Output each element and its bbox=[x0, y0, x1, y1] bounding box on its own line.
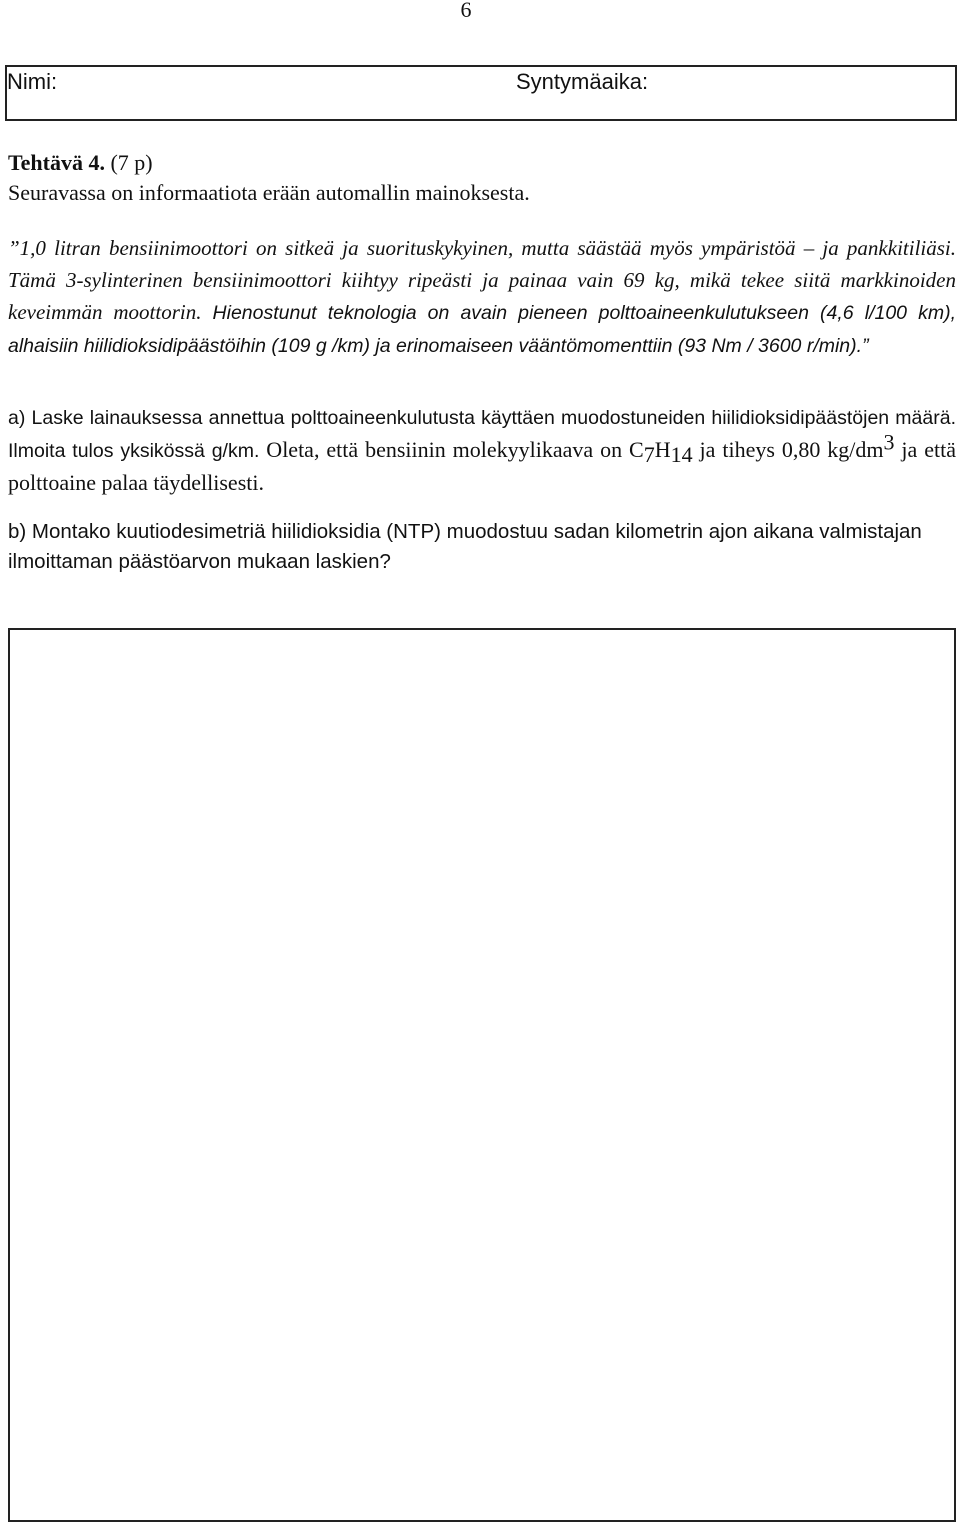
question-b: b) Montako kuutiodesimetriä hiilidioksidia (NTP) muodostuu sadan kilometrin ajon aikana valmistajan ilmoittaman päästöarvon mukaan laskien? bbox=[8, 520, 922, 573]
question-a-text-4: ja tiheys 0,80 kg/dm bbox=[692, 437, 884, 462]
name-label: Nimi: bbox=[7, 69, 58, 94]
unit-superscript: 3 bbox=[883, 429, 895, 455]
quote-part-1: ”1,0 litran bensiinimoottori on sitkeä ja suorituskykyinen, mutta säästää myös ympäristöä – ja pankkitiliäsi. Tämä 3-sylinterinen bensiinimoottori kiihtyy ripeästi ja painaa vain 69 kg, mikä tekee siitä markkinoiden keveimmän moottorin. bbox=[8, 236, 956, 324]
formula-h: H bbox=[654, 437, 671, 462]
answer-box[interactable] bbox=[8, 628, 956, 1522]
task-title bbox=[8, 148, 153, 178]
question-a-text-1: a) Laske lainauksessa annettua polttoaineenkulutusta käyttäen muodostuneiden hiilidioksidipäästöjen määrä. Ilmoita tulos yksikössä g/km. bbox=[8, 407, 956, 462]
task-intro: Seuravassa on informaatiota erään automallin mainoksesta. bbox=[8, 180, 530, 205]
task-number: Tehtävä 4. bbox=[8, 150, 105, 175]
task-points: (7 p) bbox=[110, 150, 153, 175]
name-birthdate-box bbox=[5, 65, 957, 121]
page-number: 6 bbox=[460, 0, 472, 22]
question-a bbox=[8, 403, 956, 500]
birthdate-label: Syntymäaika: bbox=[516, 69, 649, 94]
advertisement-quote bbox=[8, 232, 956, 362]
question-a-text-5: ja että polttoaine palaa täydellisesti. bbox=[8, 437, 956, 495]
question-a-text-2: Oleta, että bensiinin molekyylikaava on C bbox=[259, 437, 644, 462]
formula-subscript-h: 14 bbox=[670, 441, 693, 467]
formula-subscript-c: 7 bbox=[643, 441, 655, 467]
quote-part-2: Hienostunut teknologia on avain pieneen polttoaineenkulutukseen (4,6 l/100 km), alhaisiin hiilidioksidipäästöihin (109 g /km) ja erinomaiseen vääntömomenttiin (93 Nm / 3600 r/min).” bbox=[8, 302, 957, 357]
